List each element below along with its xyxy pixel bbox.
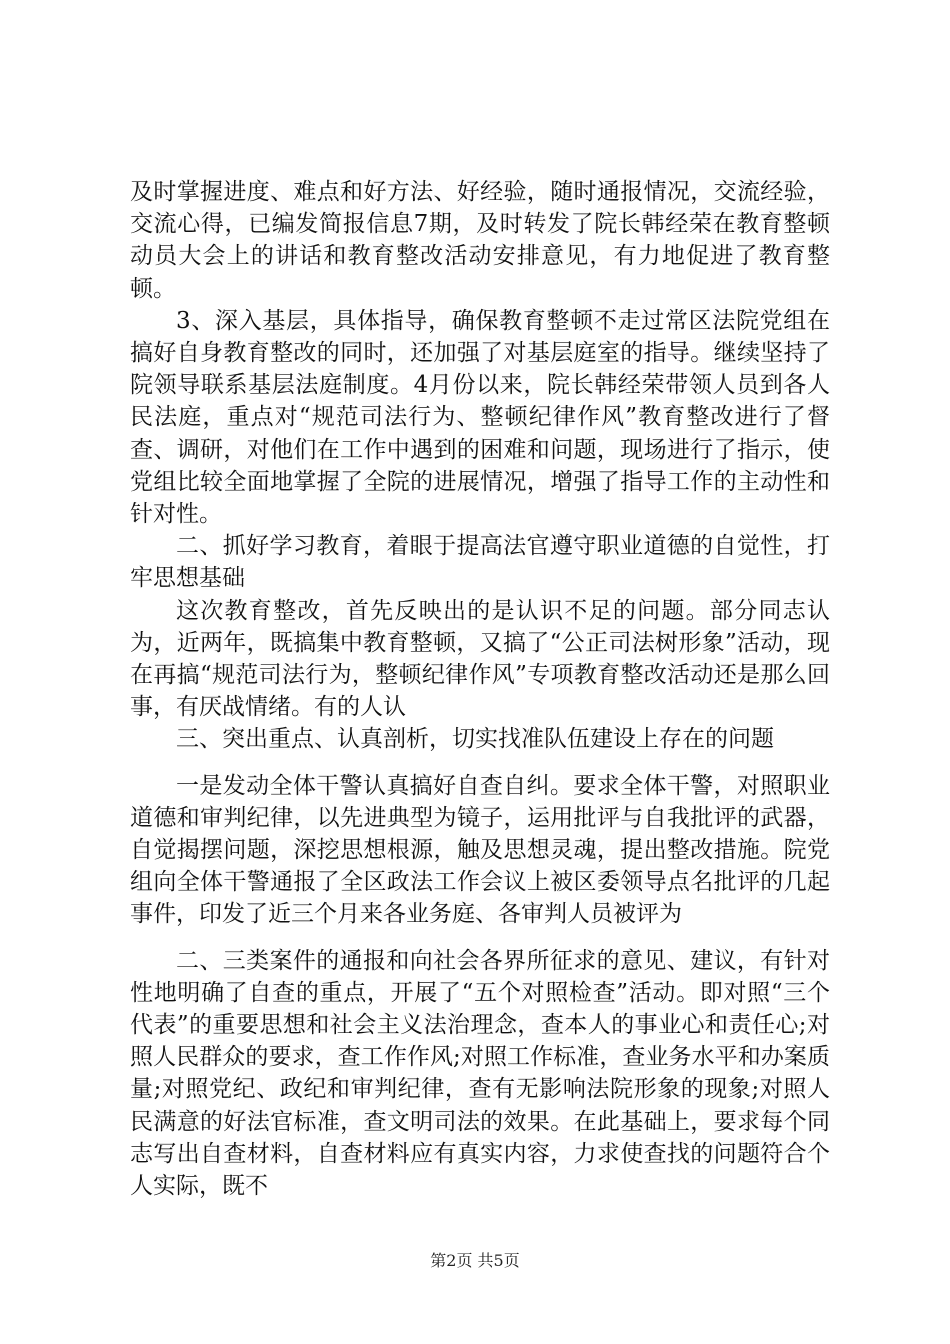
section-heading-2: 二、抓好学习教育，着眼于提高法官遵守职业道德的自觉性，打牢思想基础	[130, 533, 830, 592]
paragraph-item-3: 3、深入基层，具体指导，确保教育整顿不走过常区法院党组在搞好自身教育整改的同时，还加强了对基层庭室的指导。继续坚持了院领导联系基层法庭制度。4月份以来，院长韩经荣带领人员到各人民法庭，重点对“规范司法行为、整顿纪律作风”教育整改进行了督查、调研，对他们在工作中遇到的困难和问题，现场进行了指示，使党组比较全面地掌握了全院的进展情况，增强了指导工作的主动性和针对性。	[130, 307, 830, 528]
paragraph-continuation: 及时掌握进度、难点和好方法、好经验，随时通报情况，交流经验，交流心得，已编发简报信息7期，及时转发了院长韩经荣在教育整顿动员大会上的讲话和教育整改活动安排意见，有力地促进了教育整顿。	[130, 179, 830, 302]
paragraph-study: 这次教育整改，首先反映出的是认识不足的问题。部分同志认为，近两年，既搞集中教育整顿，又搞了“公正司法树形象”活动，现在再搞“规范司法行为，整顿纪律作风”专项教育整改活动还是那么回事，有厌战情绪。有的人认	[130, 597, 830, 721]
section-heading-3: 三、突出重点、认真剖析，切实找准队伍建设上存在的问题	[176, 726, 774, 753]
page-number-footer: 第2页 共5页	[430, 1251, 520, 1270]
paragraph-self-check: 一是发动全体干警认真搞好自查自纠。要求全体干警，对照职业道德和审判纪律，以先进典型为镜子，运用批评与自我批评的武器，自觉揭摆问题，深挖思想根源，触及思想灵魂，提出整改措施。院党组向全体干警通报了全区政法工作会议上被区委领导点名批评的几起事件，印发了近三个月来各业务庭、各审判人员被评为	[130, 772, 830, 928]
document-body	[130, 176, 830, 1202]
paragraph-five-checks: 二、三类案件的通报和向社会各界所征求的意见、建议，有针对性地明确了自查的重点，开展了“五个对照检查”活动。即对照“三个代表”的重要思想和社会主义法治理念，查本人的事业心和责任心;对照人民群众的要求，查工作作风;对照工作标准，查业务水平和办案质量;对照党纪、政纪和审判纪律，查有无影响法院形象的现象;对照人民满意的好法官标准，查文明司法的效果。在此基础上，要求每个同志写出自查材料，自查材料应有真实内容，力求使查找的问题符合个人实际，既不	[130, 947, 830, 1200]
